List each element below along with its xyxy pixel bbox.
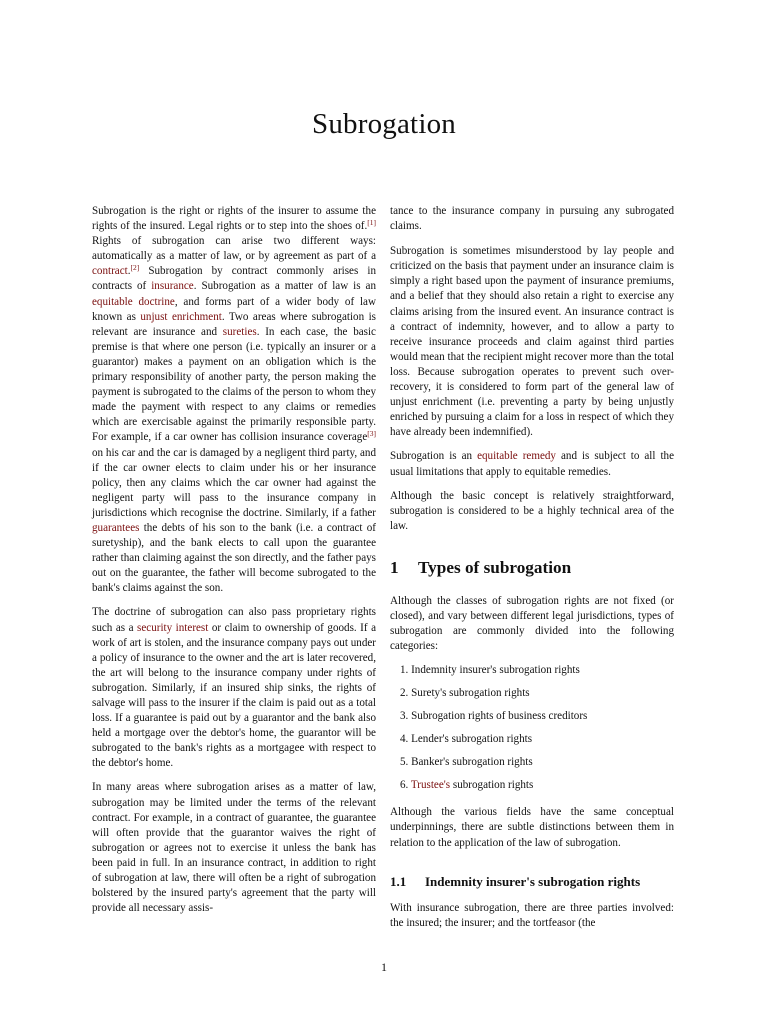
link-security-interest[interactable]: security interest: [137, 621, 209, 634]
link-trustees[interactable]: Trustee's: [410, 779, 451, 792]
text-span: Subrogation is an: [390, 450, 478, 463]
link-unjust-enrichment[interactable]: unjust enrichment: [140, 310, 222, 323]
limitations-paragraph: In many areas where subrogation arises as a matter of law, subrogation may be limited under the terms of the relevant contract. For example, in a contract of guarantee, the guarantee will often provide that the guarantor waives the right of subrogation or agrees not to exercise it unless the bank has been paid in full. In an insurance contract, in addition to right of subrogation at law, there will often be a right of subrogation bolstered by the insured party's agreement that the party will provide all necessary assis-: [92, 781, 376, 915]
list-text: Lender's subrogation rights: [411, 733, 533, 746]
text-span: .: [127, 265, 131, 278]
text-span: the debts of his son to the bank (i.e. a contract of suretyship), and the bank elects to call upon the guarantee rather than claiming against the son directly, and the father pays out on the guarantee, the father will become subrogated to the bank's claims against the son.: [92, 521, 376, 595]
intro-paragraph: [92, 204, 376, 596]
right-column: [390, 204, 674, 940]
list-number: 6.: [400, 779, 409, 792]
proprietary-rights-paragraph: [92, 605, 376, 771]
left-column: [92, 204, 376, 925]
section-number: 1: [390, 557, 399, 577]
link-equitable-remedy[interactable]: equitable remedy: [477, 450, 556, 463]
list-number: 5.: [400, 756, 409, 769]
distinctions-paragraph: Although the various fields have the same conceptual underpinnings, there are subtle distinctions between them in relation to the application of the law of subrogation.: [390, 806, 674, 849]
list-item: [390, 686, 674, 701]
list-number: 3.: [400, 710, 409, 723]
page-title: Subrogation: [312, 108, 456, 140]
section-heading: [390, 557, 674, 577]
link-equitable-doctrine[interactable]: equitable doctrine: [92, 295, 175, 308]
text-span: . Subrogation as a matter of law is an: [193, 280, 376, 293]
subsection-heading: [390, 874, 674, 889]
text-span: or claim to ownership of goods. If a work of art is stolen, and the insurance company pays out under a policy of insurance to the owner and the art is later recovered, the art will belong to the insurance company under rights of subrogation. Similarly, if an insured ship sinks, the rights of salvage will pass to the insurer if the claim is paid out as a total loss. If a guarantee is paid out by a guarantor and the bank also held a mortgage over the debtor's home, the guarantor will be subrogated to the bank's rights as a mortgagee with respect to the debtor's home.: [92, 621, 377, 770]
categories-intro-paragraph: Although the classes of subrogation rights are not fixed (or closed), and vary between different legal jurisdictions, types of subrogation are commonly divided into the following categories:: [390, 594, 674, 653]
text-span: , and forms part of a wider body of law known as: [92, 295, 376, 323]
subsection-number: 1.1: [390, 873, 407, 889]
text-span: and is subject to all the usual limitations that apply to equitable remedies.: [390, 450, 674, 478]
citation-link[interactable]: [3]: [367, 429, 376, 439]
list-text: Surety's subrogation rights: [411, 687, 530, 700]
list-text: Subrogation rights of business creditors: [411, 710, 588, 723]
list-item: [390, 663, 674, 678]
continued-paragraph: tance to the insurance company in pursuing any subrogated claims.: [390, 205, 674, 233]
equitable-remedy-paragraph: [390, 449, 674, 479]
text-span: . In each case, the basic premise is that where one person (i.e. typically an insurer or a guarantor) makes a payment on an obligation which is the primary responsibility of another party, the person making the payment is subrogated to the claims of the person to whom they made the payment with respect to any claims or remedies which are exercisable against the primarily responsible party. For example, if a car owner has collision insurance coverage: [92, 325, 376, 444]
list-item: [390, 732, 674, 747]
list-text: subrogation rights: [450, 779, 534, 792]
text-span: Rights of subrogation can arise two different ways: automatically as a matter of law, or by agreement as part of a: [92, 235, 376, 263]
text-span: . Two areas where subrogation is relevant are insurance and: [92, 310, 376, 338]
page-number: 1: [381, 960, 387, 974]
section-title: Types of subrogation: [418, 557, 572, 577]
subsection-title: Indemnity insurer's subrogation rights: [425, 873, 641, 889]
list-item: [390, 778, 674, 793]
list-number: 4.: [400, 733, 409, 746]
text-span: The doctrine of subrogation can also pass proprietary rights such as a: [92, 606, 376, 634]
link-sureties[interactable]: sureties: [222, 325, 257, 338]
list-number: 1.: [400, 664, 409, 677]
text-span: Subrogation by contract commonly arises in contracts of: [92, 265, 376, 293]
list-item: [390, 709, 674, 724]
list-item: [390, 755, 674, 770]
link-insurance[interactable]: insurance: [151, 280, 194, 293]
text-span: on his car and the car is damaged by a negligent third party, and if the car owner elects to claim under his or her insurance policy, then any claims which the car owner had against the negligent party will pass to the insurance company in jurisdictions which recognise the doctrine. Similarly, if a father: [92, 446, 376, 519]
text-span: Subrogation is the right or rights of the insurer to assume the rights of the insured. Legal rights or to step into the shoes of.: [92, 205, 376, 233]
list-text: Banker's subrogation rights: [411, 756, 533, 769]
misunderstood-paragraph: Subrogation is sometimes misunderstood by lay people and criticized on the basis that payment under an insurance claim is simply a right based upon the payment of insurance premiums, and a belief that they should also retain a right to exercise any claims arising from the insured event. An insurance contract is a contract of indemnity, however, and to allow a party to receive insurance proceeds and claim against third parties would mean that the recipient might recover more than the total loss. Because subrogation operates to prevent such over-recovery, it is considered to form part of the general law of unjust enrichment (i.e. preventing a party by being unjustly enriched by pursuing a claim for a loss in respect of which they have already been indemnified).: [390, 245, 674, 439]
link-guarantees[interactable]: guarantees: [92, 521, 140, 534]
technical-area-paragraph: Although the basic concept is relatively straightforward, subrogation is considered to be a highly technical area of the law.: [390, 489, 674, 532]
citation-link[interactable]: [2]: [130, 263, 140, 273]
link-contract[interactable]: contract: [92, 265, 128, 278]
citation-link[interactable]: [1]: [367, 218, 376, 228]
categories-list: [390, 663, 674, 793]
list-number: 2.: [400, 687, 409, 700]
list-text: Indemnity insurer's subrogation rights: [411, 664, 580, 677]
insurance-subrogation-paragraph: With insurance subrogation, there are three parties involved: the insured; the insurer; and the tortfeasor (the: [390, 901, 674, 929]
